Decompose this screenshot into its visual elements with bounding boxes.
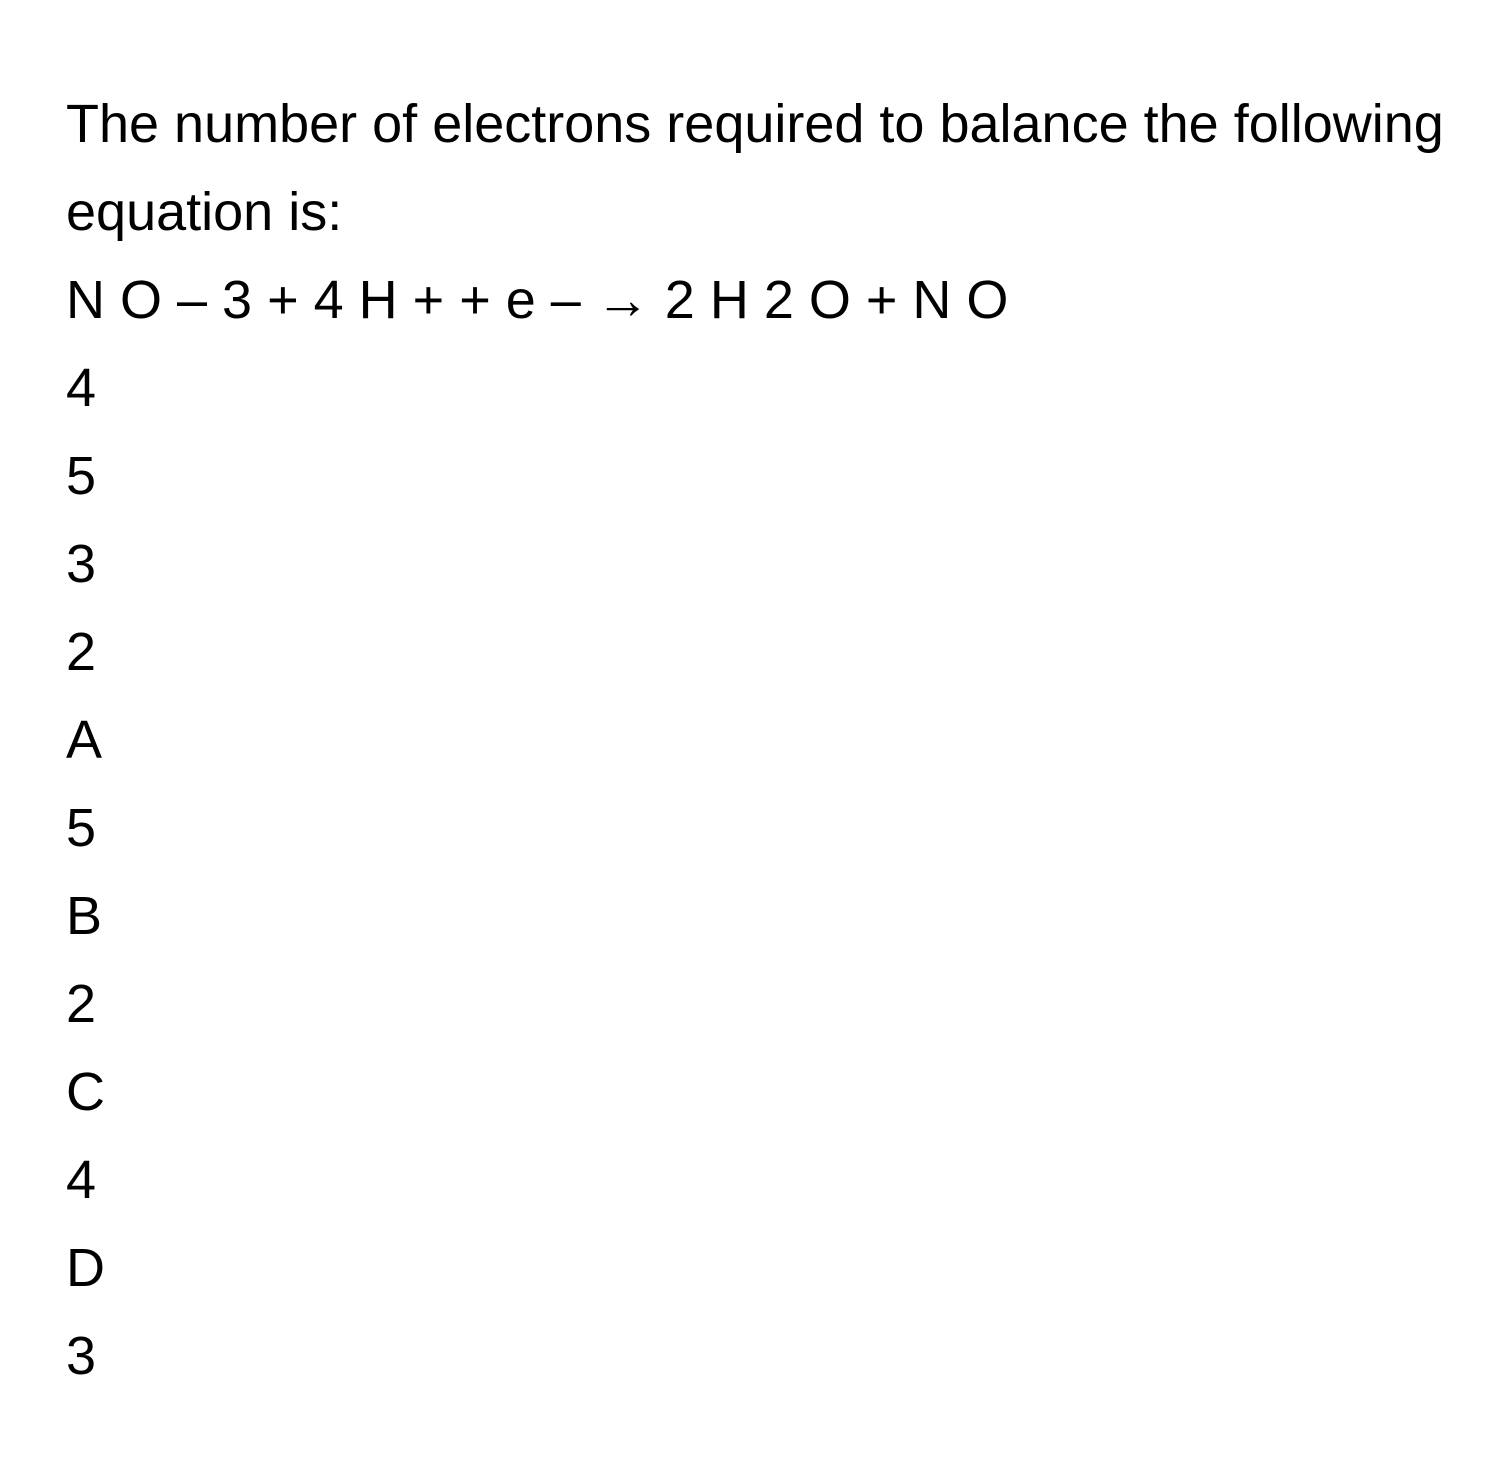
choice-value-d[interactable]: 3: [66, 1326, 97, 1386]
raw-option: 5: [66, 446, 97, 506]
raw-option: 3: [66, 534, 97, 594]
choice-letter-c[interactable]: C: [66, 1062, 105, 1122]
raw-option: 4: [66, 358, 97, 418]
choice-value-b[interactable]: 2: [66, 974, 97, 1034]
choice-letter-b[interactable]: B: [66, 886, 103, 946]
choice-value-c[interactable]: 4: [66, 1150, 97, 1210]
choice-letter-a[interactable]: A: [66, 710, 103, 770]
equation: N O – 3 + 4 H + + e – → 2 H 2 O + N O: [66, 270, 1009, 330]
question-container: [66, 80, 1446, 1400]
question-text: The number of electrons required to balance the following equation is:: [66, 94, 1444, 242]
choice-value-a[interactable]: 5: [66, 798, 97, 858]
choice-letter-d[interactable]: D: [66, 1238, 105, 1298]
raw-option: 2: [66, 622, 97, 682]
